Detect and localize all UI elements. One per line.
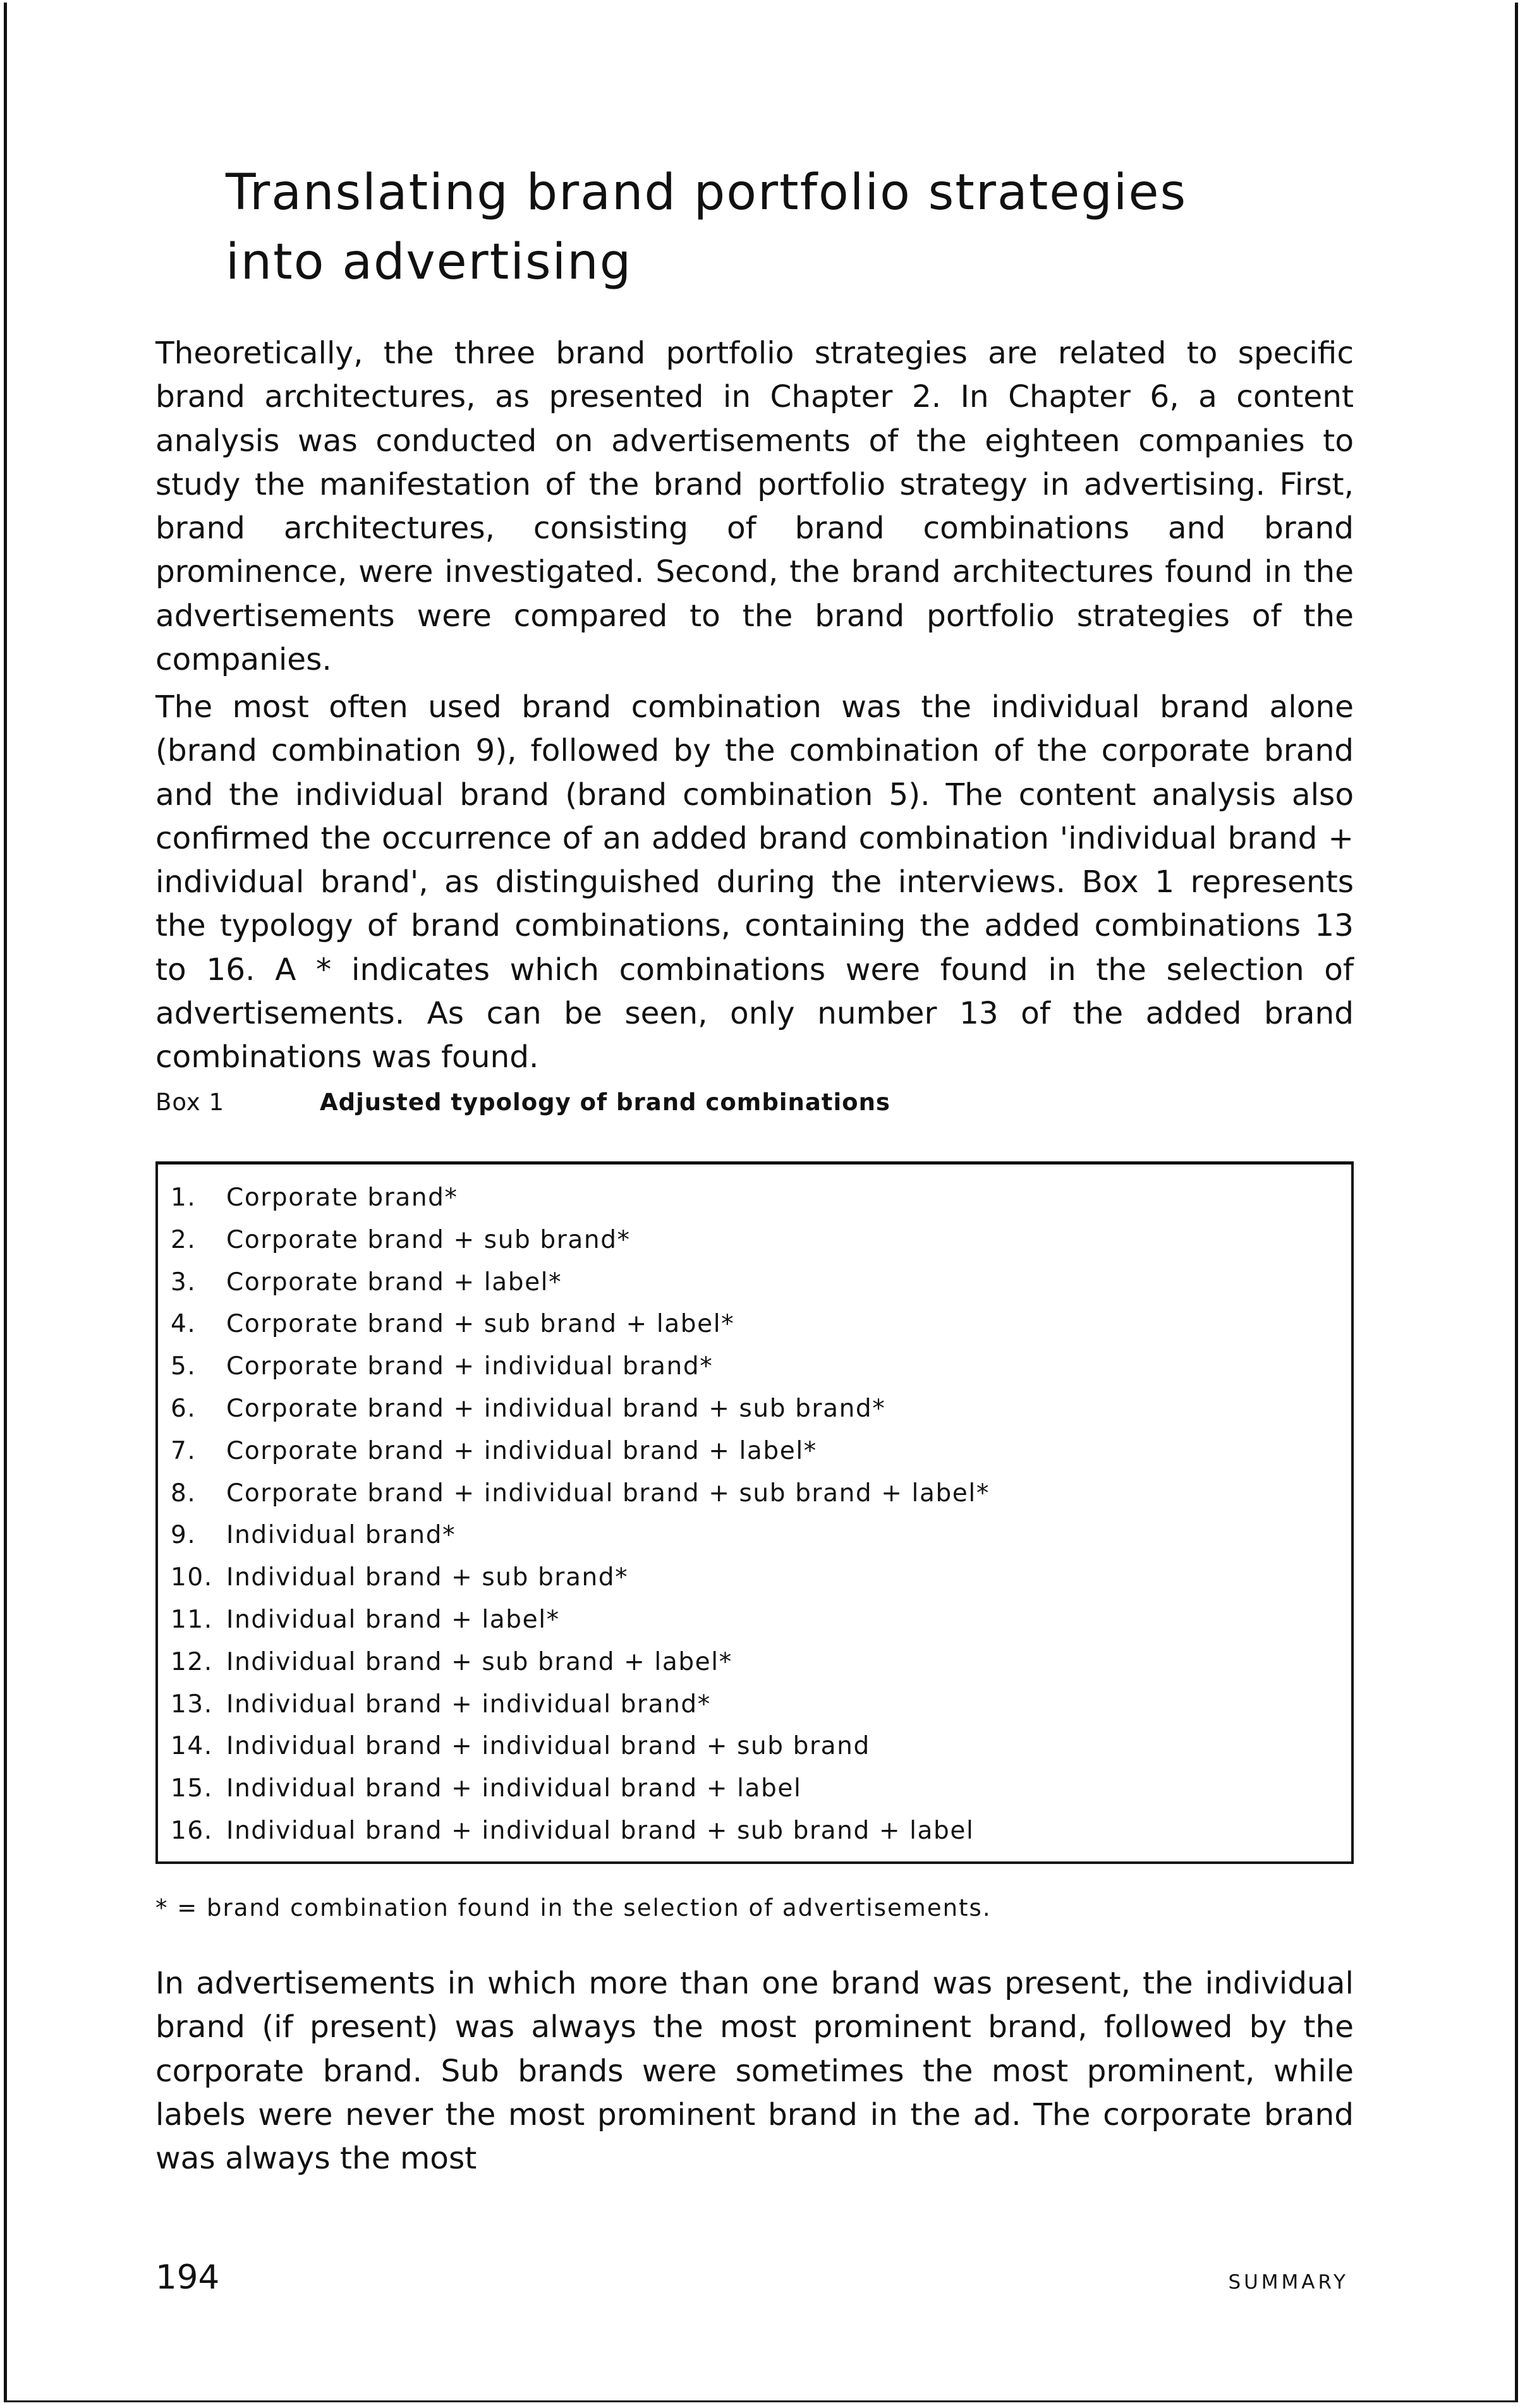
item-text: Individual brand + label*	[226, 1605, 560, 1634]
item-text: Corporate brand + individual brand + sub brand + label*	[226, 1479, 990, 1508]
item-text: Individual brand + individual brand + label	[226, 1774, 802, 1803]
item-number: 7.	[171, 1436, 197, 1465]
item-text: Corporate brand + individual brand + sub brand*	[226, 1394, 886, 1423]
item-number: 9.	[171, 1521, 197, 1550]
list-item	[171, 1557, 990, 1599]
list-item	[171, 1726, 990, 1768]
item-number: 8.	[171, 1479, 197, 1508]
item-number: 4.	[171, 1310, 197, 1339]
box-footnote: * = brand combination found in the selection of advertisements.	[155, 1894, 992, 1921]
item-text: Corporate brand + individual brand + label*	[226, 1436, 817, 1465]
item-number: 15.	[171, 1774, 213, 1803]
list-item	[171, 1599, 990, 1642]
typology-box	[155, 1161, 1354, 1864]
item-number: 6.	[171, 1394, 197, 1423]
body-paragraph: Theoretically, the three brand portfolio strategies are related to specific brand architectures, as presented in Chapter 2. In Chapter 6, a content analysis was conducted on advertisements of the eighteen companies to study the manifestation of the brand portfolio strategy in advertising. First, brand architectures, consisting of brand combinations and brand prominence, were investigated. Second, the brand architectures found in the advertisements were compared to the brand portfolio strategies of the companies.	[155, 336, 1354, 678]
item-text: Corporate brand + sub brand + label*	[226, 1310, 735, 1339]
list-item	[171, 1642, 990, 1684]
body-paragraph: In advertisements in which more than one brand was present, the individual brand (if present) was always the most prominent brand, followed by the corporate brand. Sub brands were sometimes the most prominent, while labels were never the most prominent brand in the ad. The corporate brand was always the most	[155, 1966, 1354, 2177]
item-number: 16.	[171, 1816, 213, 1845]
running-footer: SUMMARY	[1228, 2271, 1349, 2294]
list-item	[171, 1810, 990, 1853]
item-number: 11.	[171, 1605, 213, 1634]
item-number: 14.	[171, 1732, 213, 1761]
list-item	[171, 1768, 990, 1810]
item-text: Individual brand + individual brand + sub brand + label	[226, 1816, 975, 1845]
item-number: 3.	[171, 1268, 197, 1297]
item-number: 12.	[171, 1647, 213, 1676]
list-item	[171, 1262, 990, 1304]
typology-list	[171, 1177, 990, 1853]
item-text: Individual brand + individual brand*	[226, 1690, 711, 1719]
list-item	[171, 1304, 990, 1346]
item-text: Individual brand + individual brand + sub brand	[226, 1732, 870, 1761]
box-label: Box 1	[155, 1089, 225, 1116]
item-text: Corporate brand + individual brand*	[226, 1352, 714, 1381]
item-text: Corporate brand + label*	[226, 1268, 562, 1297]
item-text: Individual brand*	[226, 1521, 456, 1550]
list-item	[171, 1177, 990, 1219]
item-number: 5.	[171, 1352, 197, 1381]
list-item	[171, 1473, 990, 1515]
item-text: Individual brand + sub brand*	[226, 1563, 629, 1592]
list-item	[171, 1431, 990, 1473]
list-item	[171, 1388, 990, 1431]
item-number: 1.	[171, 1183, 197, 1212]
item-number: 2.	[171, 1225, 197, 1254]
list-item	[171, 1346, 990, 1388]
item-text: Corporate brand + sub brand*	[226, 1225, 631, 1254]
page-number: 194	[155, 2258, 220, 2297]
list-item	[171, 1515, 990, 1557]
item-number: 13.	[171, 1690, 213, 1719]
item-number: 10.	[171, 1563, 213, 1592]
box-caption	[155, 1084, 890, 1122]
box-title: Adjusted typology of brand combinations	[320, 1089, 890, 1116]
body-paragraph: The most often used brand combination was the individual brand alone (brand combination 9), followed by the combination of the corporate brand and the individual brand (brand combination 5). The content analysis also confirmed the occurrence of an added brand combination 'individual brand + individual brand', as distinguished during the interviews. Box 1 represents the typology of brand combinations, containing the added combinations 13 to 16. A * indicates which combinations were found in the selection of advertisements. As can be seen, only number 13 of the added brand combinations was found.	[155, 689, 1354, 1075]
list-item	[171, 1684, 990, 1726]
item-text: Corporate brand*	[226, 1183, 458, 1212]
item-text: Individual brand + sub brand + label*	[226, 1647, 732, 1676]
list-item	[171, 1219, 990, 1262]
page-title: Translating brand portfolio strategies into advertising	[226, 164, 1188, 291]
